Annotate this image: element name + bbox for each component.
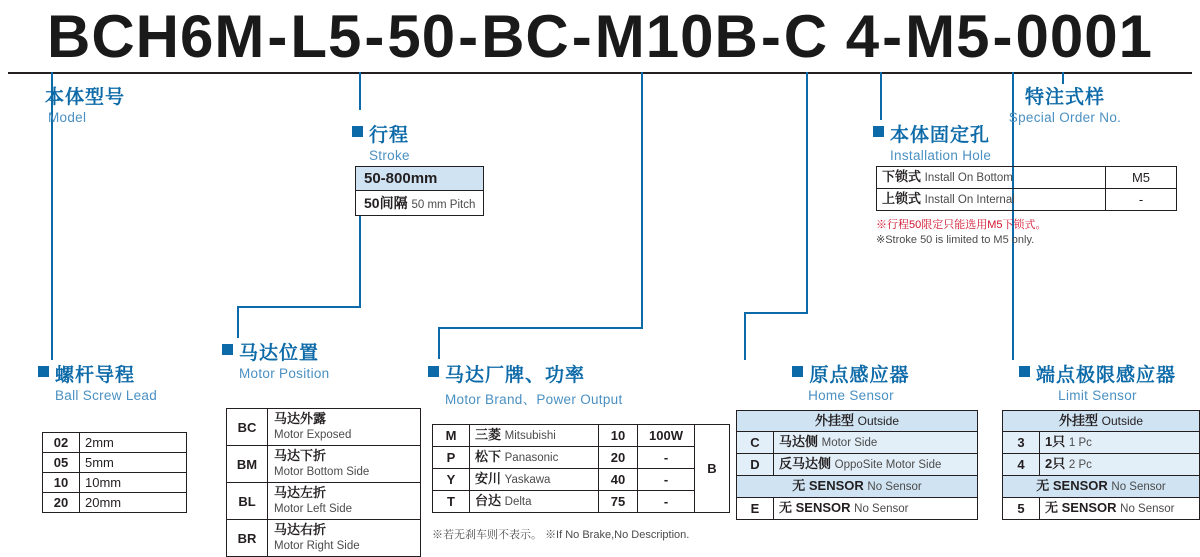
install-row-1-cn: 上锁式 (882, 191, 922, 206)
part-segment-1: L5 (290, 3, 363, 70)
motor-brand-note-cn: ※若无刹车则不表示。 (432, 529, 542, 541)
install-row-0-en: Install On Bottom (924, 172, 1013, 184)
brake-code: B (695, 425, 730, 513)
limit-sensor-header-en: Outside (1101, 414, 1143, 428)
limit-label-0 (1040, 432, 1200, 454)
motorpos-cn-0: 马达外露 (274, 411, 327, 426)
table-row (877, 189, 1177, 211)
callout-motor-position-en: Motor Position (239, 366, 330, 381)
leader-line-stroke-3 (237, 306, 361, 308)
part-separator: - (571, 3, 593, 70)
motorpos-en-1: Motor Bottom Side (274, 466, 370, 478)
callout-motor-brand (428, 360, 623, 408)
callout-ball-screw-lead-cn: 螺杆导程 (55, 365, 136, 386)
callout-installation-hole (873, 120, 991, 163)
motorpos-en-0: Motor Exposed (274, 429, 352, 441)
brand-code-3: T (433, 491, 470, 513)
leader-line-model-2 (51, 130, 53, 360)
callout-motor-brand-en: Motor Brand、Power Output (445, 392, 623, 407)
callout-stroke (352, 120, 410, 163)
screw-code-3: 20 (43, 493, 80, 513)
leader-line-homesensor-2 (744, 312, 808, 314)
install-row-1-value: - (1106, 189, 1177, 211)
horizontal-rule (8, 72, 1192, 74)
callout-model (45, 82, 125, 125)
table-row (433, 469, 730, 491)
leader-line-homesensor-3 (744, 312, 746, 360)
brand-en-2: Yaskawa (504, 474, 551, 486)
leader-line-installhole (880, 72, 882, 120)
table-row (227, 483, 421, 520)
home-code-1: D (737, 454, 774, 476)
brand-code-1: P (433, 447, 470, 469)
home-sensor-table (736, 410, 978, 520)
leader-line-motorbrand (641, 72, 643, 327)
brand-en-1: Panasonic (504, 452, 559, 464)
table-row (43, 493, 187, 513)
limit-code-1: 4 (1003, 454, 1040, 476)
screw-code-1: 05 (43, 453, 80, 473)
table-row (1003, 432, 1200, 454)
callout-model-en: Model (48, 110, 87, 125)
limit-sensor-table (1002, 410, 1200, 520)
table-row (43, 473, 187, 493)
screw-label-1: 5mm (80, 453, 187, 473)
install-row-0-label (877, 167, 1106, 189)
table-row (43, 433, 187, 453)
home-sensor-header-en: Outside (857, 414, 899, 428)
motorpos-code-0: BC (227, 409, 268, 446)
screw-label-3: 20mm (80, 493, 187, 513)
home-label-1 (774, 454, 978, 476)
limit-sensor-header (1003, 411, 1200, 432)
bullet-square-icon (792, 366, 803, 377)
power-label-0: 100W (638, 425, 695, 447)
motorpos-cn-1: 马达下折 (274, 448, 327, 463)
limit-cn-0: 1只 (1045, 434, 1066, 449)
motorpos-code-3: BR (227, 520, 268, 557)
limit-code-3: 5 (1003, 498, 1040, 520)
stroke-pitch-en: 50 mm Pitch (411, 199, 476, 211)
screw-code-0: 02 (43, 433, 80, 453)
motorpos-cn-3: 马达右折 (274, 522, 327, 537)
limit-en-3: No Sensor (1120, 503, 1175, 515)
callout-model-cn: 本体型号 (45, 87, 126, 108)
screw-label-2: 10mm (80, 473, 187, 493)
limit-en-2: No Sensor (1111, 481, 1166, 493)
leader-line-homesensor (806, 72, 808, 312)
callout-special-order (985, 82, 1145, 125)
table-row (433, 425, 730, 447)
limit-cn-3: 无 SENSOR (1045, 500, 1117, 515)
table-row (227, 409, 421, 446)
home-label-0 (774, 432, 978, 454)
ball-screw-lead-table (42, 432, 187, 513)
part-separator: - (882, 3, 904, 70)
motorpos-label-1 (268, 446, 421, 483)
home-en-0: Motor Side (821, 437, 878, 449)
leader-line-motorpos (237, 306, 239, 338)
limit-cn-1: 2只 (1045, 456, 1066, 471)
home-cn-0: 马达侧 (779, 434, 819, 449)
table-row (1003, 411, 1200, 432)
callout-motor-brand-cn: 马达厂牌、功率 (445, 365, 586, 386)
home-en-3: No Sensor (854, 503, 909, 515)
limit-cn-2: 无 SENSOR (1036, 478, 1108, 493)
table-row (227, 520, 421, 557)
limit-label-2 (1003, 476, 1200, 498)
installation-hole-table (876, 166, 1177, 211)
table-row (227, 446, 421, 483)
part-segment-5: C 4 (783, 3, 881, 70)
home-label-2 (737, 476, 978, 498)
screw-label-0: 2mm (80, 433, 187, 453)
callout-installation-hole-cn: 本体固定孔 (890, 125, 991, 146)
leader-line-motorbrand-2 (438, 327, 643, 329)
home-en-1: OppoSite Motor Side (834, 459, 942, 471)
power-label-2: - (638, 469, 695, 491)
table-row (1003, 476, 1200, 498)
motorpos-en-2: Motor Left Side (274, 503, 352, 515)
motorpos-code-1: BM (227, 446, 268, 483)
part-segment-2: 50 (387, 3, 457, 70)
table-row (737, 498, 978, 520)
home-code-0: C (737, 432, 774, 454)
motor-brand-note-en: ※If No Brake,No Description. (545, 529, 690, 541)
home-en-2: No Sensor (867, 481, 922, 493)
stroke-range: 50-800mm (355, 166, 484, 191)
motor-position-table (226, 408, 421, 557)
table-row (43, 453, 187, 473)
home-code-3: E (737, 498, 774, 520)
leader-line-stroke-2 (359, 210, 361, 306)
bullet-square-icon (1019, 366, 1030, 377)
brand-cn-0: 三菱 (475, 427, 502, 442)
power-code-3: 75 (599, 491, 638, 513)
install-row-1-label (877, 189, 1106, 211)
callout-special-order-en: Special Order No. (1008, 110, 1122, 125)
callout-stroke-cn: 行程 (369, 125, 410, 146)
part-separator: - (458, 3, 480, 70)
motorpos-label-2 (268, 483, 421, 520)
part-segment-4: M10B (594, 3, 759, 70)
part-segment-0: BCH6M (47, 3, 266, 70)
motor-brand-table (432, 424, 730, 513)
callout-special-order-cn: 特注式样 (1024, 87, 1105, 108)
install-row-0-value: M5 (1106, 167, 1177, 189)
bullet-square-icon (38, 366, 49, 377)
limit-sensor-header-cn: 外挂型 (1059, 413, 1099, 428)
callout-limit-sensor-cn: 端点极限感应器 (1035, 365, 1176, 386)
leader-line-stroke (359, 72, 361, 110)
limit-label-1 (1040, 454, 1200, 476)
callout-limit-sensor-en: Limit Sensor (1058, 388, 1137, 403)
home-cn-3: 无 SENSOR (779, 500, 851, 515)
motorpos-label-0 (268, 409, 421, 446)
home-sensor-header (737, 411, 978, 432)
home-sensor-header-cn: 外挂型 (815, 413, 855, 428)
table-row (433, 447, 730, 469)
power-code-1: 20 (599, 447, 638, 469)
brand-label-0 (470, 425, 599, 447)
limit-en-1: 2 Pc (1068, 459, 1092, 471)
table-row (737, 454, 978, 476)
callout-motor-position-cn: 马达位置 (239, 343, 320, 364)
callout-ball-screw-lead (38, 360, 157, 403)
part-separator: - (364, 3, 386, 70)
table-row (433, 491, 730, 513)
callout-home-sensor-en: Home Sensor (808, 388, 894, 403)
motorpos-cn-2: 马达左折 (274, 485, 327, 500)
power-label-1: - (638, 447, 695, 469)
table-row (1003, 498, 1200, 520)
callout-installation-hole-en: Installation Hole (890, 148, 992, 163)
brand-cn-1: 松下 (475, 449, 502, 464)
install-note-cn: ※行程50限定只能选用M5下锁式。 (876, 219, 1047, 231)
power-code-0: 10 (599, 425, 638, 447)
brand-label-2 (470, 469, 599, 491)
table-row (737, 432, 978, 454)
limit-label-3 (1040, 498, 1200, 520)
callout-stroke-en: Stroke (369, 148, 410, 163)
motorpos-code-2: BL (227, 483, 268, 520)
stroke-table (355, 166, 484, 216)
callout-home-sensor-cn: 原点感应器 (809, 365, 910, 386)
brand-label-1 (470, 447, 599, 469)
part-separator: - (267, 3, 289, 70)
home-label-3 (774, 498, 978, 520)
limit-en-0: 1 Pc (1068, 437, 1092, 449)
part-segment-7: 0001 (1015, 3, 1153, 70)
install-row-0-cn: 下锁式 (882, 169, 922, 184)
brand-label-3 (470, 491, 599, 513)
motorpos-en-3: Motor Right Side (274, 540, 360, 552)
callout-home-sensor (736, 360, 966, 403)
part-number (0, 2, 1200, 71)
install-note-en: ※Stroke 50 is limited to M5 only. (876, 234, 1035, 246)
home-cn-2: 无 SENSOR (792, 478, 864, 493)
brand-cn-2: 安川 (475, 471, 502, 486)
home-cn-1: 反马达侧 (779, 456, 832, 471)
brand-code-0: M (433, 425, 470, 447)
bullet-square-icon (428, 366, 439, 377)
table-row (737, 476, 978, 498)
stroke-pitch (355, 191, 484, 216)
brand-cn-3: 台达 (475, 493, 502, 508)
brand-en-0: Mitsubishi (504, 430, 556, 442)
motorpos-label-3 (268, 520, 421, 557)
part-segment-3: BC (481, 3, 570, 70)
bullet-square-icon (873, 126, 884, 137)
callout-ball-screw-lead-en: Ball Screw Lead (55, 388, 158, 403)
power-code-2: 40 (599, 469, 638, 491)
power-label-3: - (638, 491, 695, 513)
stroke-pitch-cn: 50间隔 (364, 195, 408, 211)
part-separator: - (992, 3, 1014, 70)
table-row (737, 411, 978, 432)
bullet-square-icon (352, 126, 363, 137)
install-row-1-en: Install On Internal (924, 194, 1015, 206)
motor-brand-note (432, 528, 689, 542)
table-row (1003, 454, 1200, 476)
callout-motor-position (222, 338, 330, 381)
leader-line-motorbrand-3 (438, 327, 440, 359)
bullet-square-icon (222, 344, 233, 355)
screw-code-2: 10 (43, 473, 80, 493)
brand-code-2: Y (433, 469, 470, 491)
table-row (877, 167, 1177, 189)
brand-en-3: Delta (504, 496, 532, 508)
part-separator: - (760, 3, 782, 70)
callout-limit-sensor (1000, 360, 1195, 403)
part-segment-6: M5 (905, 3, 991, 70)
limit-code-0: 3 (1003, 432, 1040, 454)
